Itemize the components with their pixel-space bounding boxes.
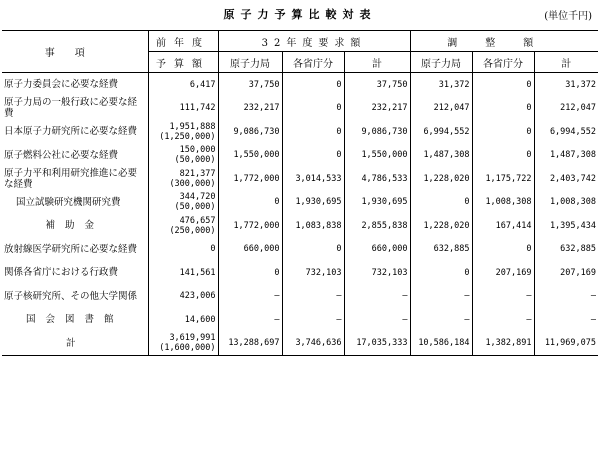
prev-budget-sub-value: (50,000)	[174, 202, 216, 213]
prev-budget-sub-value: (50,000)	[174, 155, 216, 166]
adjust-kakusho-cell: 0	[472, 73, 534, 97]
adjust-total-cell: 632,885	[560, 244, 596, 255]
unit-note: (単位千円)	[544, 11, 592, 22]
request-kakusho-cell: 3,746,636	[282, 332, 344, 356]
table-row	[2, 308, 598, 332]
table-row	[2, 261, 598, 285]
adjust-genshi-cell: 0	[410, 261, 472, 285]
header-request-genshi: 原子力局	[218, 52, 282, 73]
prev-budget-cell	[148, 73, 218, 97]
prev-budget-cell	[148, 97, 218, 121]
adjust-genshi-cell: 212,047	[410, 97, 472, 121]
request-genshi-cell: 1,772,000	[218, 214, 282, 238]
request-kakusho-cell: 0	[282, 73, 344, 97]
request-genshi-cell: 9,086,730	[218, 120, 282, 144]
prev-budget-cell	[148, 191, 218, 215]
header-request-kei: 計	[344, 52, 410, 73]
request-kakusho-cell: 732,103	[282, 261, 344, 285]
request-total-cell: 1,550,000	[344, 144, 410, 168]
table-row	[2, 73, 598, 97]
adjust-kakusho-cell: —	[472, 285, 534, 309]
adjust-total-cell: 2,403,742	[549, 173, 596, 184]
table-row	[2, 144, 598, 168]
item-cell: 原子力委員会に必要な経費	[2, 73, 148, 97]
request-genshi-cell: —	[218, 285, 282, 309]
adjust-kakusho-cell: 167,414	[472, 214, 534, 238]
prev-budget-cell	[148, 167, 218, 191]
prev-budget-value: 1,951,888	[169, 121, 216, 132]
adjust-genshi-cell: 0	[410, 191, 472, 215]
request-kakusho-cell: 1,930,695	[282, 191, 344, 215]
table-row	[2, 332, 598, 356]
item-cell: 原子力平和利用研究推進に必要な経費	[2, 167, 148, 191]
adjust-genshi-cell: 10,586,184	[410, 332, 472, 356]
item-cell: 原子燃料公社に必要な経費	[2, 144, 148, 168]
item-cell: 日本原子力研究所に必要な経費	[2, 120, 148, 144]
adjust-kakusho-cell: 1,175,722	[472, 167, 534, 191]
prev-budget-value: 6,417	[189, 79, 216, 90]
prev-budget-cell	[148, 144, 218, 168]
adjust-genshi-cell: 1,487,308	[410, 144, 472, 168]
header-item: 事項	[2, 31, 148, 73]
request-total-cell: 17,035,333	[344, 332, 410, 356]
adjust-kakusho-cell: 0	[472, 120, 534, 144]
prev-budget-sub-value: (1,600,000)	[159, 343, 216, 354]
prev-budget-value: 150,000	[179, 145, 216, 156]
prev-budget-cell	[148, 120, 218, 144]
adjust-kakusho-cell: 1,382,891	[472, 332, 534, 356]
adjust-total-cell: 31,372	[565, 79, 596, 90]
header-prev-top: 前年度	[148, 31, 218, 52]
item-cell: 原子核研究所、その他大学関係	[2, 285, 148, 309]
request-total-cell: 4,786,533	[344, 167, 410, 191]
prev-budget-value: 141,561	[179, 267, 216, 278]
table-row	[2, 167, 598, 191]
table-row	[2, 214, 598, 238]
request-kakusho-cell: —	[282, 285, 344, 309]
request-total-cell: —	[344, 285, 410, 309]
prev-budget-value: 0	[210, 244, 216, 255]
budget-table	[2, 30, 598, 356]
adjust-genshi-cell: —	[410, 285, 472, 309]
item-cell: 国立試験研究機関研究費	[2, 191, 148, 215]
adjust-genshi-cell: —	[410, 308, 472, 332]
request-total-cell: 37,750	[344, 73, 410, 97]
prev-budget-value: 821,377	[179, 168, 216, 179]
header-prev-bottom: 予算額	[148, 52, 218, 73]
prev-budget-value: 423,006	[179, 291, 216, 302]
prev-budget-value: 111,742	[179, 103, 216, 114]
table-row	[2, 120, 598, 144]
adjust-kakusho-cell: 1,008,308	[472, 191, 534, 215]
adjust-kakusho-cell: 0	[472, 144, 534, 168]
request-genshi-cell: —	[218, 308, 282, 332]
adjust-total-cell: 212,047	[560, 103, 596, 114]
header-adjust-kakusho: 各省庁分	[472, 52, 534, 73]
table-row	[2, 97, 598, 121]
adjust-kakusho-cell: 207,169	[472, 261, 534, 285]
request-genshi-cell: 232,217	[218, 97, 282, 121]
adjust-total-cell: 1,487,308	[549, 150, 596, 161]
adjust-total-cell: 1,395,434	[549, 220, 596, 231]
prev-budget-value: 344,720	[179, 192, 216, 203]
item-cell: 補助金	[2, 214, 148, 238]
table-row	[2, 238, 598, 262]
header-request: 32年度要求額	[218, 31, 410, 52]
header-adjust-genshi: 原子力局	[410, 52, 472, 73]
adjust-total-cell: —	[590, 291, 596, 302]
prev-budget-cell	[148, 308, 218, 332]
request-genshi-cell: 37,750	[218, 73, 282, 97]
prev-budget-cell	[148, 332, 218, 356]
prev-budget-cell	[148, 238, 218, 262]
adjust-kakusho-cell: —	[472, 308, 534, 332]
request-kakusho-cell: 0	[282, 238, 344, 262]
request-total-cell: 2,855,838	[344, 214, 410, 238]
item-cell: 放射線医学研究所に必要な経費	[2, 238, 148, 262]
prev-budget-cell	[148, 214, 218, 238]
header-adjust: 調整額	[410, 31, 598, 52]
request-kakusho-cell: 3,014,533	[282, 167, 344, 191]
prev-budget-cell	[148, 261, 218, 285]
request-genshi-cell: 1,550,000	[218, 144, 282, 168]
prev-budget-value: 14,600	[184, 314, 216, 325]
item-cell: 国会図書館	[2, 308, 148, 332]
adjust-total-cell: 6,994,552	[549, 126, 596, 137]
request-genshi-cell: 0	[218, 261, 282, 285]
request-total-cell: 1,930,695	[344, 191, 410, 215]
request-total-cell: 660,000	[344, 238, 410, 262]
adjust-kakusho-cell: 0	[472, 97, 534, 121]
prev-budget-sub-value: (300,000)	[169, 178, 216, 189]
prev-budget-value: 476,657	[179, 215, 216, 226]
table-row	[2, 285, 598, 309]
request-total-cell: 9,086,730	[344, 120, 410, 144]
adjust-total-cell: —	[590, 314, 596, 325]
table-row	[2, 191, 598, 215]
adjust-total-cell: 207,169	[560, 267, 596, 278]
request-genshi-cell: 1,772,000	[218, 167, 282, 191]
adjust-genshi-cell: 1,228,020	[410, 167, 472, 191]
adjust-kakusho-cell: 0	[472, 238, 534, 262]
adjust-genshi-cell: 1,228,020	[410, 214, 472, 238]
adjust-genshi-cell: 31,372	[410, 73, 472, 97]
prev-budget-sub-value: (250,000)	[169, 225, 216, 236]
adjust-genshi-cell: 6,994,552	[410, 120, 472, 144]
item-cell: 関係各省庁における行政費	[2, 261, 148, 285]
page-title: 原子力予算比較対表	[223, 8, 377, 21]
item-cell: 計	[2, 332, 148, 356]
request-kakusho-cell: 0	[282, 97, 344, 121]
request-kakusho-cell: 0	[282, 120, 344, 144]
request-kakusho-cell: 1,083,838	[282, 214, 344, 238]
request-genshi-cell: 13,288,697	[218, 332, 282, 356]
request-total-cell: 232,217	[344, 97, 410, 121]
header-adjust-kei: 計	[534, 52, 598, 73]
prev-budget-cell	[148, 285, 218, 309]
request-genshi-cell: 660,000	[218, 238, 282, 262]
adjust-total-cell: 11,969,075	[534, 332, 598, 356]
request-genshi-cell: 0	[218, 191, 282, 215]
prev-budget-value: 3,619,991	[169, 333, 216, 344]
item-cell: 原子力局の一般行政に必要な経費	[2, 97, 148, 121]
request-kakusho-cell: —	[282, 308, 344, 332]
request-total-cell: 732,103	[344, 261, 410, 285]
adjust-genshi-cell: 632,885	[410, 238, 472, 262]
request-kakusho-cell: 0	[282, 144, 344, 168]
header-request-kakusho: 各省庁分	[282, 52, 344, 73]
request-total-cell: —	[344, 308, 410, 332]
adjust-total-cell: 1,008,308	[549, 197, 596, 208]
prev-budget-sub-value: (1,250,000)	[159, 131, 216, 142]
